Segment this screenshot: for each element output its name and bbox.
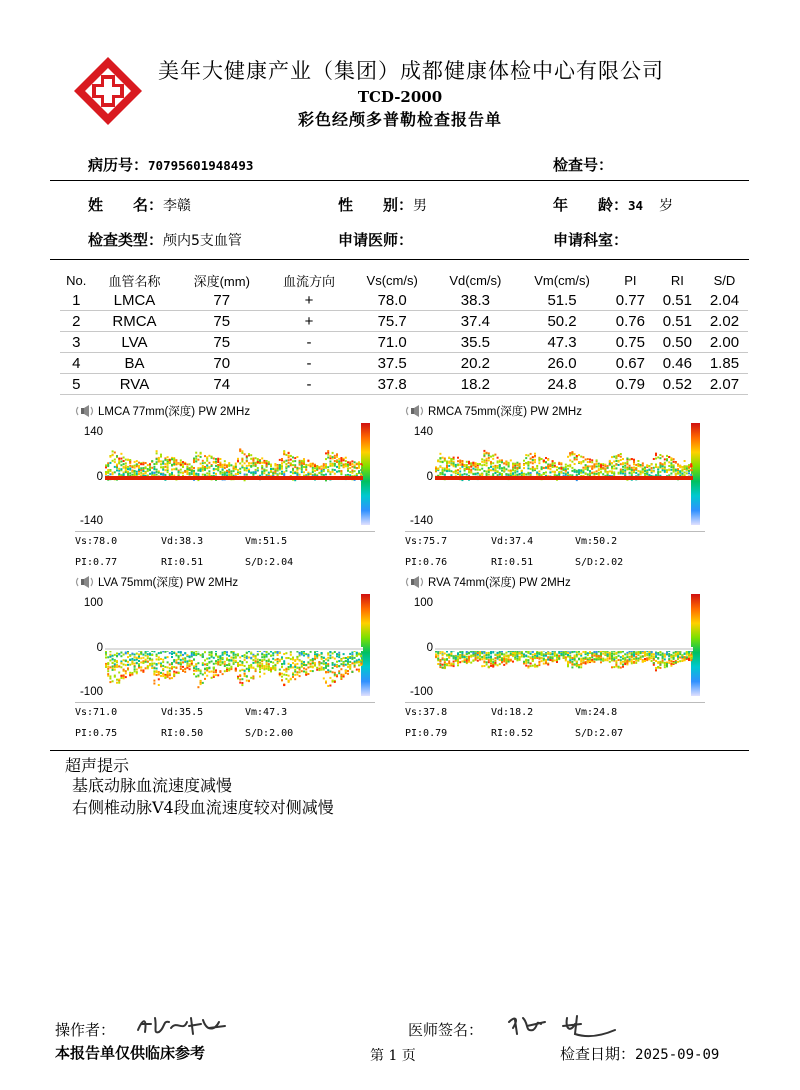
vm-value: Vm:24.8	[575, 707, 618, 718]
table-cell: +	[267, 311, 351, 332]
ri-value: RI:0.51	[161, 557, 204, 568]
ri-value: RI:0.52	[491, 728, 534, 739]
table-cell: 38.3	[433, 290, 517, 311]
report-title: 彩色经颅多普勒检查报告单	[297, 110, 502, 129]
table-cell: LVA	[93, 332, 177, 353]
table-row	[60, 332, 748, 353]
record-number	[88, 154, 253, 175]
pi-value: PI:0.75	[75, 728, 118, 739]
y-tick-min: -100	[79, 686, 103, 698]
sex-value: 男	[413, 198, 428, 214]
table-cell: 2	[60, 311, 93, 332]
table-cell: 51.5	[517, 290, 607, 311]
table-cell: 3	[60, 332, 93, 353]
table-cell: 2.07	[701, 374, 748, 395]
table-row	[60, 374, 748, 395]
col-header: RI	[670, 272, 684, 288]
doppler-spectrum	[435, 425, 693, 531]
patient-sex	[338, 194, 427, 215]
table-cell: BA	[93, 353, 177, 374]
col-header: Vm(cm/s)	[534, 272, 590, 288]
table-cell: 0.46	[654, 353, 701, 374]
vm-value: Vm:50.2	[575, 536, 618, 547]
sd-value: S/D:2.04	[245, 557, 294, 568]
table-cell: 0.67	[607, 353, 654, 374]
exam-number	[553, 154, 613, 175]
vs-value: Vs:78.0	[75, 536, 118, 547]
dept-label: 申请科室：	[553, 231, 629, 249]
panel-divider	[75, 702, 375, 703]
table-cell: 37.4	[433, 311, 517, 332]
col-header: 血管名称	[108, 273, 161, 289]
table-cell: 2.02	[701, 311, 748, 332]
doctor-label: 申请医师：	[338, 231, 414, 249]
speaker-icon	[75, 404, 95, 418]
requesting-department	[553, 229, 628, 250]
panel-title	[75, 403, 250, 419]
vs-value: Vs:71.0	[75, 707, 118, 718]
col-header: Vd(cm/s)	[449, 272, 502, 288]
pi-value: PI:0.77	[75, 557, 118, 568]
report-note: 本报告单仅供临床参考	[55, 1044, 206, 1062]
exam-type-label: 检查类型：	[88, 231, 164, 249]
panel-divider	[405, 702, 705, 703]
age-label: 年 龄：	[553, 196, 629, 214]
table-cell: 0.77	[607, 290, 654, 311]
sd-value: S/D:2.00	[245, 728, 294, 739]
table-cell: 78.0	[351, 290, 434, 311]
spectrum-panel-rmca	[405, 403, 735, 571]
col-header: S/D	[713, 272, 736, 288]
vd-value: Vd:38.3	[161, 536, 204, 547]
speaker-icon	[75, 575, 95, 589]
vd-value: Vd:37.4	[491, 536, 534, 547]
table-cell: 35.5	[433, 332, 517, 353]
speaker-icon	[405, 575, 425, 589]
table-cell: 50.2	[517, 311, 607, 332]
table-cell: -	[267, 332, 351, 353]
table-cell: 75	[176, 311, 267, 332]
table-cell: 47.3	[517, 332, 607, 353]
table-cell: 26.0	[517, 353, 607, 374]
panel-title	[75, 574, 238, 590]
table-cell: 2.04	[701, 290, 748, 311]
summary-heading: 超声提示	[65, 756, 130, 775]
spectrum-panel-lmca	[75, 403, 405, 571]
age-value: 34	[628, 198, 644, 213]
y-tick-min: -140	[409, 515, 433, 527]
patient-age	[553, 194, 673, 215]
table-cell: 0.75	[607, 332, 654, 353]
col-header: PI	[624, 272, 637, 288]
patient-name	[88, 194, 191, 215]
table-cell: 75	[176, 332, 267, 353]
doctor-sign-label: 医师签名：	[408, 1021, 484, 1039]
panel-title-text: LMCA 77mm(深度) PW 2MHz	[98, 406, 251, 418]
sd-value: S/D:2.02	[575, 557, 624, 568]
age-unit: 岁	[659, 198, 674, 214]
y-tick-min: -140	[79, 515, 103, 527]
table-cell: 0.79	[607, 374, 654, 395]
name-label: 姓 名：	[88, 196, 164, 214]
date-label: 检查日期：	[560, 1045, 636, 1063]
col-header: No.	[66, 272, 87, 288]
operator-signature	[135, 1012, 230, 1038]
table-header-row	[60, 270, 748, 290]
summary-line: 右侧椎动脉V4段血流速度较对侧减慢	[72, 798, 334, 817]
table-cell: 74	[176, 374, 267, 395]
col-header: 深度(mm)	[193, 273, 250, 289]
record-value: 70795601948493	[148, 158, 254, 173]
summary-line: 基底动脉血流速度减慢	[72, 776, 233, 795]
table-cell: 24.8	[517, 374, 607, 395]
speaker-icon	[405, 404, 425, 418]
panel-divider	[405, 531, 705, 532]
table-cell: +	[267, 290, 351, 311]
name-value: 李赣	[163, 198, 192, 214]
table-cell: -	[267, 374, 351, 395]
vs-value: Vs:75.7	[405, 536, 448, 547]
y-tick-max: 100	[413, 597, 433, 609]
panel-divider	[75, 531, 375, 532]
doppler-spectrum	[105, 425, 363, 531]
table-cell: 0.51	[654, 290, 701, 311]
table-cell: 1.85	[701, 353, 748, 374]
table-cell: 75.7	[351, 311, 434, 332]
org-name: 美年大健康产业（集团）成都健康体检中心有限公司	[158, 59, 664, 83]
table-cell: 70	[176, 353, 267, 374]
pi-value: PI:0.76	[405, 557, 448, 568]
table-cell: 5	[60, 374, 93, 395]
panel-title-text: RMCA 75mm(深度) PW 2MHz	[428, 406, 582, 418]
exam-date	[560, 1043, 719, 1064]
table-cell: -	[267, 353, 351, 374]
vd-value: Vd:18.2	[491, 707, 534, 718]
panel-title	[405, 403, 582, 419]
table-cell: 37.8	[351, 374, 434, 395]
exam-no-label: 检查号：	[553, 156, 614, 174]
table-cell: 71.0	[351, 332, 434, 353]
y-tick-zero: 0	[426, 642, 433, 654]
table-cell: 0.52	[654, 374, 701, 395]
pi-value: PI:0.79	[405, 728, 448, 739]
vd-value: Vd:35.5	[161, 707, 204, 718]
ri-value: RI:0.51	[491, 557, 534, 568]
doppler-spectrum	[105, 596, 363, 702]
vm-value: Vm:47.3	[245, 707, 288, 718]
exam-type	[88, 229, 242, 250]
table-cell: LMCA	[93, 290, 177, 311]
col-header: 血流方向	[282, 273, 335, 289]
table-cell: 1	[60, 290, 93, 311]
sex-label: 性 别：	[338, 196, 414, 214]
table-row	[60, 353, 748, 374]
device-model: TCD-2000	[357, 88, 443, 106]
y-tick-max: 100	[83, 597, 103, 609]
sd-value: S/D:2.07	[575, 728, 624, 739]
table-cell: 4	[60, 353, 93, 374]
spectrum-panel-rva	[405, 574, 735, 742]
y-tick-zero: 0	[426, 471, 433, 483]
panel-title	[405, 574, 571, 590]
y-tick-min: -100	[409, 686, 433, 698]
table-cell: 77	[176, 290, 267, 311]
divider	[50, 259, 749, 260]
page-number: 第 1 页	[370, 1048, 416, 1064]
vs-value: Vs:37.8	[405, 707, 448, 718]
ri-value: RI:0.50	[161, 728, 204, 739]
divider	[50, 750, 749, 751]
y-tick-max: 140	[83, 426, 103, 438]
panel-title-text: RVA 74mm(深度) PW 2MHz	[428, 577, 571, 589]
exam-type-value: 颅内5支血管	[163, 233, 242, 249]
y-tick-zero: 0	[96, 642, 103, 654]
operator-label: 操作者：	[55, 1021, 116, 1039]
measurement-table	[60, 270, 748, 395]
table-cell: RMCA	[93, 311, 177, 332]
table-cell: 20.2	[433, 353, 517, 374]
record-label: 病历号：	[88, 156, 149, 174]
requesting-doctor	[338, 229, 413, 250]
table-cell: 2.00	[701, 332, 748, 353]
doctor-signature	[505, 1012, 620, 1040]
col-header: Vs(cm/s)	[366, 272, 418, 288]
y-tick-zero: 0	[96, 471, 103, 483]
panel-title-text: LVA 75mm(深度) PW 2MHz	[98, 577, 239, 589]
table-cell: 18.2	[433, 374, 517, 395]
y-tick-max: 140	[413, 426, 433, 438]
table-cell: 37.5	[351, 353, 434, 374]
table-cell: 0.76	[607, 311, 654, 332]
spectrum-panel-lva	[75, 574, 405, 742]
date-value: 2025-09-09	[635, 1047, 720, 1063]
table-cell: RVA	[93, 374, 177, 395]
divider	[50, 180, 749, 181]
vm-value: Vm:51.5	[245, 536, 288, 547]
table-cell: 0.50	[654, 332, 701, 353]
doppler-spectrum	[435, 596, 693, 702]
table-row	[60, 290, 748, 311]
table-row	[60, 311, 748, 332]
table-cell: 0.51	[654, 311, 701, 332]
